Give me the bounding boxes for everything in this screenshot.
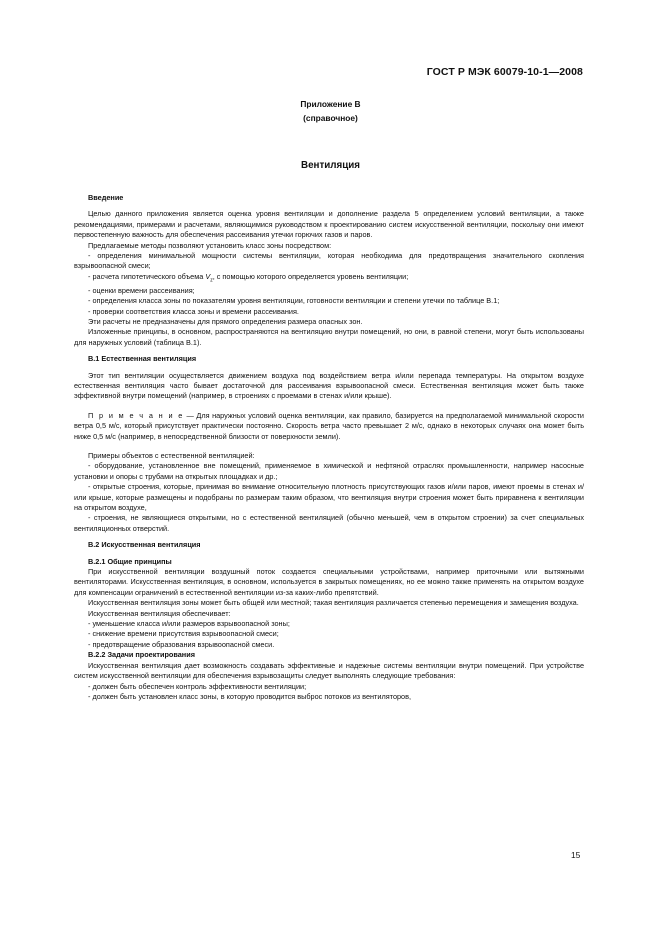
b21-list-item: - уменьшение класса и/или размеров взрывоопасной зоны; (88, 619, 290, 629)
b21-paragraph: Искусственная вентиляция зоны может быть общей или местной; такая вентиляция различается степенью перемещения и замещения воздуха. (88, 598, 579, 608)
intro-list-item: - оценки времени рассеивания; (88, 285, 195, 295)
vz-symbol: V (205, 271, 211, 281)
section-b2-heading: В.2 Искусственная вентиляция (88, 540, 201, 550)
vz-subscript: z (210, 277, 213, 284)
annex-label-block (0, 97, 661, 125)
intro-list-item: - определения класса зоны по показателям уровня вентиляции, готовности вентиляции и степени утечки по таблице В.1; (88, 296, 500, 306)
section-b21-heading: В.2.1 Общие принципы (88, 556, 172, 566)
b21-list-item: - предотвращение образования взрывоопасной смеси. (88, 639, 275, 649)
b1-paragraph: Этот тип вентиляции осуществляется движением воздуха под воздействием ветра и/или перепада температуры. На открытом воздухе естественная вентиляция часто бывает достаточной для рассеивания взрывоопасной смеси. Естественная вентиляция может быть также эффективной внутри помещений (например, в строениях с проемами в стенах и/или крыше). (74, 370, 584, 401)
note-label: П р и м е ч а н и е (88, 410, 184, 420)
vz-rest-text: , с помощью которого определяется уровень вентиляции; (212, 271, 409, 281)
intro-list-item: - определения минимальной мощности системы вентиляции, которая необходима для предотвращения значительного скопления взрывоопасной смеси; (74, 251, 584, 271)
section-b22-heading: В.2.2 Задачи проектирования (88, 650, 195, 660)
annex-label: Приложение В (300, 99, 361, 109)
intro-list-item-text: - расчета гипотетического объема (88, 271, 206, 281)
note-text: — Для наружных условий оценка вентиляции, как правило, базируется на предполагаемой минимальной скорости ветра 0,5 м/с, который присутствует практически постоянно. Скорость ветра часто превышает 2 м/с, однако в некоторых случаях она может быть ниже 0,5 м/с (например, в непосредственной близости от поверхности земли). (74, 410, 585, 441)
b22-list-item: - должен быть обеспечен контроль эффективности вентиляции; (88, 681, 307, 691)
b21-list-item: - снижение времени присутствия взрывоопасной смеси; (88, 629, 279, 639)
page-number: 15 (571, 850, 581, 860)
intro-heading: Введение (88, 193, 124, 202)
section-b1-heading: В.1 Естественная вентиляция (88, 354, 197, 364)
intro-paragraph: Изложенные принципы, в основном, распространяются на вентиляцию внутри помещений, но они, в равной степени, могут быть использованы для наружных условий (таблица В.1). (74, 327, 584, 347)
intro-paragraph: Предлагаемые методы позволяют установить класс зоны посредством: (88, 240, 332, 250)
b1-note (74, 411, 584, 442)
b1-list-item: - открытые строения, которые, принимая во внимание относительную плотность присутствующих газов и/или паров, имеют проемы в стенах и/или крыше, которые размещены и подобраны по размерам таким образом, что вентиляция внутри строения может быть приравнена к вентиляции на открытом воздухе, (74, 482, 584, 513)
b1-list-item: - оборудование, установленное вне помещений, применяемое в химической и нефтяной отраслях промышленности, например насосные установки и опоры с трубами на открытых площадках и др.; (74, 461, 584, 481)
b1-paragraph: Примеры объектов с естественной вентиляцией: (88, 450, 255, 460)
section-title: Вентиляция (301, 160, 360, 171)
standard-header: ГОСТ Р МЭК 60079-10-1—2008 (426, 66, 583, 78)
intro-paragraph: Эти расчеты не предназначены для прямого определения размера опасных зон. (88, 316, 363, 326)
b21-paragraph: При искусственной вентиляции воздушный поток создается специальными устройствами, например приточными или вытяжными вентиляторами. Искусственная вентиляция, в основном, используется в закрытых помещениях, но ее можно также применять на открытом воздухе для компенсации ограничений в естественной вентиляции из-за каких-либо препятствий. (74, 567, 584, 597)
intro-paragraph: Целью данного приложения является оценка уровня вентиляции и дополнение раздела 5 определением условий вентиляции, а также рекомендациями, примерами и расчетами, являющимися руководством к проектированию систем искусственной вентиляции, поскольку они имеют первостепенную важность для обеспечения рассеивания утечки горючих газов и паров. (74, 209, 584, 240)
b21-paragraph: Искусственная вентиляция обеспечивает: (88, 608, 231, 618)
b1-list-item: - строения, не являющиеся открытыми, но с естественной вентиляцией (обычно меньшей, чем в открытом строении) за счет специальных вентиляционных отверстий. (74, 513, 584, 533)
b22-list-item: - должен быть установлен класс зоны, в которую проводится выброс потоков из вентиляторов, (88, 691, 412, 701)
document-body (74, 193, 584, 702)
annex-type: (справочное) (303, 113, 358, 123)
b22-paragraph: Искусственная вентиляция дает возможность создавать эффективные и надежные системы вентиляции внутри помещений. При устройстве систем искусственной вентиляции для обеспечения взрывозащиты следует выполнять следующие требования: (74, 660, 584, 681)
intro-list-item (74, 272, 584, 286)
intro-list-item: - проверки соответствия класса зоны и времени рассеивания. (88, 306, 299, 316)
